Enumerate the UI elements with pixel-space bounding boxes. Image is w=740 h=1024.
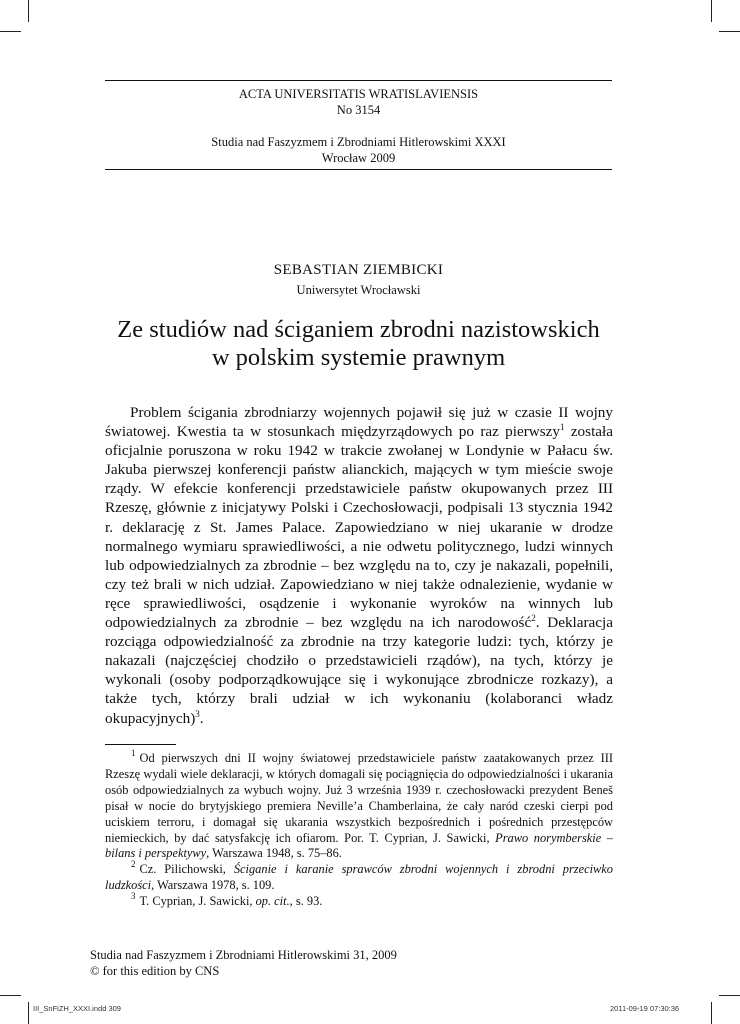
journal-place-year: Wrocław 2009 (321, 151, 396, 165)
footnote-1: $^1$ Od pierwszych dni II wojny światowej przedstawiciele państw zaatakowanych przez III Rzeszę wydali wiele deklaracji, w których domagali się pociągnięcia do odpowiedzialności i ukarania osób odpowiedzialnych za wybuch wojny. Już 3 września 1939 r. czechosłowacki prezydent Beneš pisał w nocie do brytyjskiego premiera Neville’a Chamberlaina, że cały naród czeski cierpi pod uciskiem terroru, i domagał się ukarania wszystkich bezpośrednich i pośrednich przestępców niemieckich, by dać satysfakcję ich ofiarom. Por. T. Cyprian, J. Sawicki, Prawo norymberskie – bilans i perspektywy, Warszawa 1948, s. 75–86. (105, 748, 613, 861)
body-paragraph (105, 403, 613, 728)
article-title (105, 316, 612, 372)
crop-mark (28, 1002, 29, 1024)
cited-title: Ściganie i karanie sprawców zbrodni wojennych i zbrodni przeciwko ludzkości (105, 862, 614, 893)
crop-mark (719, 31, 740, 32)
header-bottom-rule (105, 169, 612, 170)
body-text: została oficjalnie poruszona w roku 1942 w trakcie zwołanej w Londynie w Pałacu św. Jakuba pierwszej konferencji państw alianckich, mających w tym mieście swoje rządy. W efekcie konferencji przedstawiciele państw okupowanych przez III Rzeszę, głównie z inicjatywy Polski i Czechosłowacji, podpisali 13 stycznia 1942 r. deklarację z St. James Palace. Zapowiedziano w niej ukaranie w drodze normalnego wymiaru sprawiedliwości, a nie odwetu politycznego, ludzi winnych lub odpowiedzialnych za zbrodnie – bez względu na to, czy je nakazali, popełnili, czy też brali w nich udział. Zapowiedziano w niej także odnalezienie, wydanie w ręce sprawiedliwości, osądzenie i wykonanie wyroków na winnych lub odpowiedzialnych za zbrodnie – bez względu na ich narodowość (105, 423, 613, 632)
header-top-rule (105, 80, 612, 81)
crop-mark (0, 995, 21, 996)
body-text: . (199, 709, 204, 727)
footnote-number: 2 (131, 859, 136, 870)
body-text: Problem ścigania zbrodniarzy wojennych pojawił się już w czasie II wojny światowej. Kwestia ta w stosunkach międzyrządowych po raz pierwszy (105, 404, 613, 441)
crop-mark (711, 0, 712, 22)
author-name: SEBASTIAN ZIEMBICKI (273, 262, 444, 278)
journal-volume: Studia nad Faszyzmem i Zbrodniami Hitlerowskimi XXXI (211, 135, 506, 149)
slug-file: III_SnFiZH_XXXI.indd 309 (33, 1004, 121, 1013)
crop-mark (28, 0, 29, 22)
cited-title: op. cit. (255, 894, 290, 909)
body-text: . Deklaracja rozciąga odpowiedzialność za zbrodnie na trzy kategorie ludzi: tych, którzy je nakazali (najczęściej chodziło o przedstawicieli rządów), na tych, którzy je wykonali (osoby podporządkowujące się i wykonujące zbrodnicze rozkazy), a także tych, którzy brali udział w ich wykonaniu (kolaboranci władz okupacyjnych) (105, 614, 613, 727)
crop-mark (0, 31, 21, 32)
article-title-line: Ze studiów nad ściganiem zbrodni nazistowskich (117, 316, 600, 343)
footnote-2: $^2$ Cz. Pilichowski, Ściganie i karanie sprawców zbrodni wojennych i zbrodni przeciwko ludzkości, Warszawa 1978, s. 109. (105, 859, 614, 893)
slug-timestamp: 2011-09-19 07:30:36 (610, 1004, 680, 1013)
footnote-ref[interactable]: 3 (195, 708, 200, 719)
footnotes (105, 748, 614, 910)
journal-series: ACTA UNIVERSITATIS WRATISLAVIENSIS (238, 87, 479, 101)
footnote-separator (105, 744, 176, 745)
journal-number: No 3154 (336, 103, 381, 117)
page-footer (90, 947, 397, 979)
footer-journal: Studia nad Faszyzmem i Zbrodniami Hitlerowskimi 31, 2009 (90, 948, 397, 962)
footnote-number: 3 (131, 891, 136, 902)
footnote-ref[interactable]: 1 (560, 422, 565, 433)
footnote-number: 1 (131, 748, 136, 758)
footnote-3: $^3$ T. Cyprian, J. Sawicki, op. cit., s. 93. (131, 891, 323, 909)
footnote-ref[interactable]: 2 (531, 613, 536, 624)
cited-title: Prawo norymberskie – bilans i perspektywy (105, 830, 613, 861)
author-affiliation: Uniwersytet Wrocławski (296, 283, 421, 297)
article-title-line: w polskim systemie prawnym (211, 344, 506, 371)
footer-copyright: © for this edition by CNS (90, 964, 220, 978)
crop-mark (719, 995, 740, 996)
crop-mark (711, 1002, 712, 1024)
